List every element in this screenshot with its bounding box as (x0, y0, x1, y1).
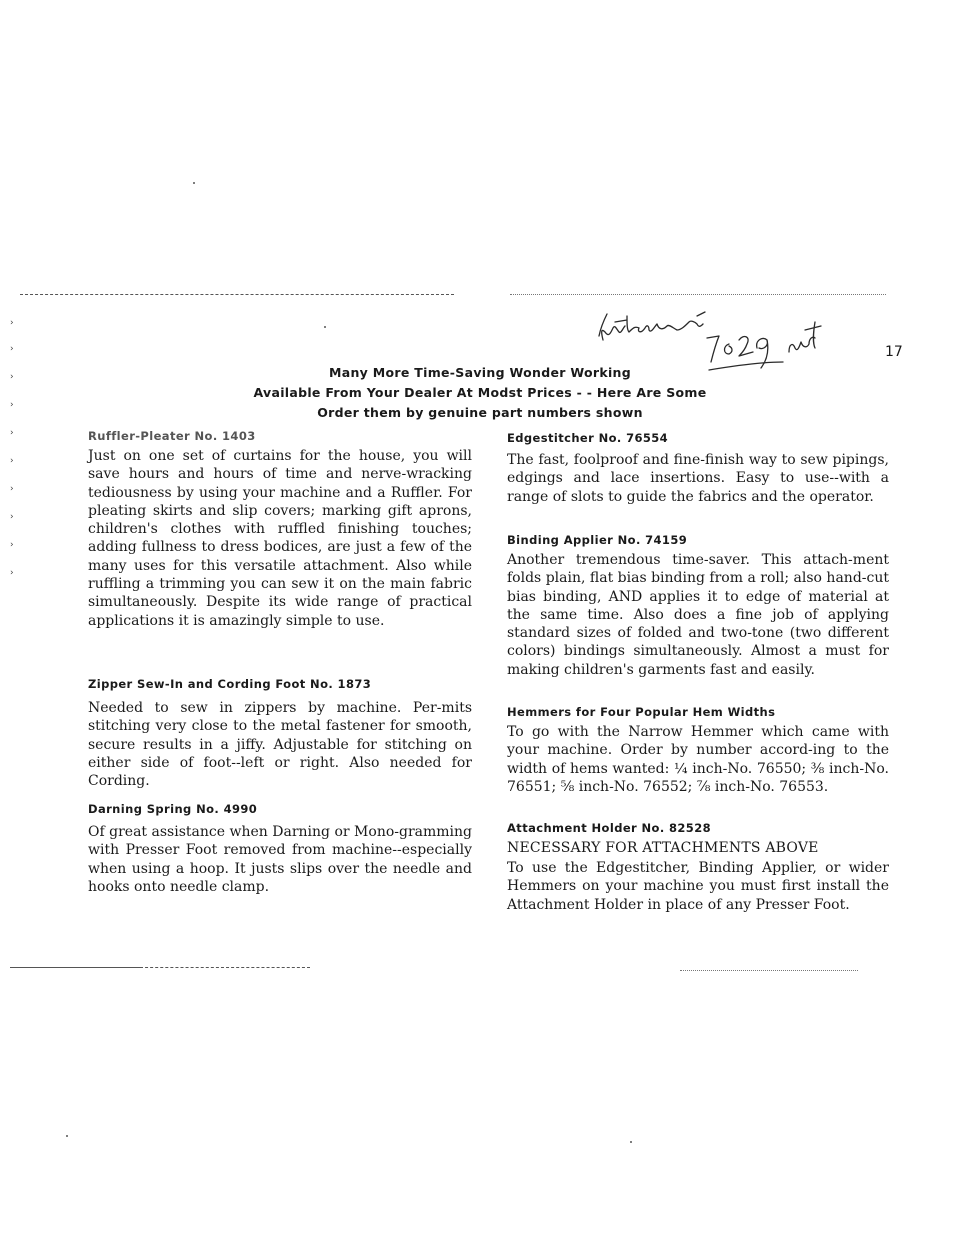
section-heading: Attachment Holder No. 82528 (507, 821, 712, 835)
section-binding-applier (507, 529, 889, 701)
section-heading: Zipper Sew-In and Cording Foot No. 1873 (88, 677, 372, 691)
section-body: Just on one set of curtains for the house, you will save hours and hours of time and nerve-wracking tediousness by using your machine and a Ruffler. For pleating skirts and slip covers; marking gift aprons, children's clothes with ruffled finishing touches; adding fullness to dress bodices, are just a few of the many uses for this versatile attachment. Also while ruffling a trimming you can sew it on the main fabric simultaneously. Despite its wide range of practical applications it is amazingly simple to use. (88, 448, 472, 629)
margin-mark: › (10, 318, 14, 328)
section-ruffler-pleater (88, 425, 472, 669)
section-subheading: NECESSARY FOR ATTACHMENTS ABOVE (507, 840, 819, 856)
margin-mark: › (10, 540, 14, 550)
header-line-3: Order them by genuine part numbers shown (317, 405, 643, 420)
section-hemmers (507, 701, 889, 817)
margin-mark: › (10, 512, 14, 522)
right-column (507, 425, 889, 914)
bottom-rule-right (680, 970, 858, 971)
section-heading: Ruffler-Pleater No. 1403 (88, 429, 256, 443)
margin-mark: › (10, 484, 14, 494)
scan-speck (630, 1141, 632, 1143)
section-heading: Hemmers for Four Popular Hem Widths (507, 705, 776, 719)
page-header (200, 363, 760, 423)
top-rule-left (20, 294, 454, 295)
section-body: Another tremendous time-saver. This attach-ment folds plain, flat bias binding from a roll; also hand-cut bias binding, AND applies it to edge of material at the same time. Also does a fine job of applying standard sizes of folded and two-tone (two different colors) bindings simultaneously. Almost a must for making children's garments fast and easily. (507, 552, 889, 678)
section-heading: Edgestitcher No. 76554 (507, 431, 669, 445)
section-body: To use the Edgestitcher, Binding Applier, or wider Hemmers on your machine you must first install the Attachment Holder in place of any Presser Foot. (507, 860, 889, 913)
scan-speck (66, 1135, 68, 1137)
top-rule-right (510, 294, 886, 295)
section-edgestitcher (507, 425, 889, 529)
header-line-2: Available From Your Dealer At Modst Prices - - Here Are Some (253, 385, 707, 400)
section-darning-spring (88, 795, 472, 896)
scan-speck (193, 182, 195, 184)
section-zipper-foot (88, 669, 472, 795)
margin-mark: › (10, 428, 14, 438)
margin-mark: › (10, 372, 14, 382)
section-heading: Darning Spring No. 4990 (88, 802, 258, 816)
section-attachment-holder (507, 817, 889, 914)
left-column (88, 425, 472, 896)
bottom-rule-left (10, 967, 140, 968)
section-heading: Binding Applier No. 74159 (507, 533, 688, 547)
margin-mark: › (10, 400, 14, 410)
section-body: To go with the Narrow Hemmer which came with your machine. Order by number accord-ing to the width of hems wanted: ¼ inch-No. 76550; ⅜ inch-No. 76551; ⅝ inch-No. 76552; ⅞ inch-No. 76553. (507, 724, 889, 795)
margin-mark: › (10, 456, 14, 466)
bottom-rule-left-dashed (140, 967, 310, 968)
margin-mark: › (10, 344, 14, 354)
section-body: Needed to sew in zippers by machine. Per-mits stitching very close to the metal fastener for smooth, secure results in a jiffy. Adjustable for stitching on either side of foot--left or right. Also needed for Cording. (88, 700, 472, 790)
section-body: The fast, foolproof and fine-finish way to sew pipings, edgings and lace insertions. Easy to use--with a range of slots to guide the fabrics and the operator. (507, 452, 889, 505)
section-body: Of great assistance when Darning or Mono-gramming with Presser Foot removed from machine--especially when using a hoop. It justs slips over the needle and hooks onto needle clamp. (88, 824, 472, 895)
page-number: 17 (885, 344, 903, 360)
margin-mark: › (10, 568, 14, 578)
scan-speck (324, 326, 326, 328)
header-line-1: Many More Time-Saving Wonder Working (329, 365, 631, 380)
